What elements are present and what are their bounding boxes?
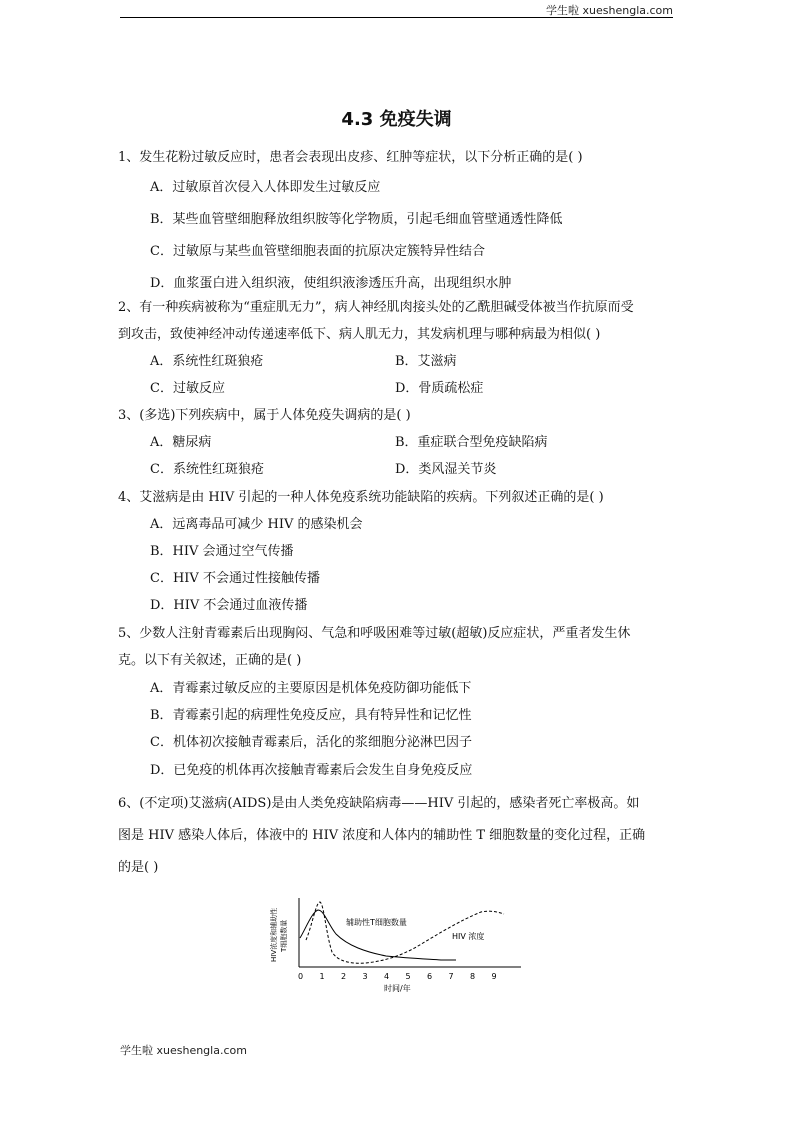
question-4-option-a: A．远离毒品可减少 HIV 的感染机会 [150,517,363,532]
figure-x-tick: 4 [384,972,390,981]
figure-x-tick: 3 [362,972,368,981]
question-5-option-b: B．青霉素引起的病理性免疫反应，具有特异性和记忆性 [150,708,472,723]
hiv-label: HIV 浓度 [452,932,485,941]
figure-ylabel-2: T细胞数量 [280,919,288,952]
question-3-stem: 3、(多选)下列疾病中，属于人体免疫失调病的是( ) [118,408,411,423]
question-3-option-b: B．重症联合型免疫缺陷病 [395,435,548,450]
figure-x-tick: 7 [448,972,454,981]
figure-x-tick: 9 [491,972,497,981]
t-cell-label: 辅助性T细胞数量 [346,918,407,927]
question-1-option-a: A．过敏原首次侵入人体即发生过敏反应 [150,180,381,195]
question-5-option-a: A．青霉素过敏反应的主要原因是机体免疫防御功能低下 [150,681,472,696]
question-2-option-d: D．骨质疏松症 [395,381,484,396]
question-3-option-c: C．系统性红斑狼疮 [150,462,264,477]
question-6-stem-line-2: 图是 HIV 感染人体后，体液中的 HIV 浓度和人体内的辅助性 T 细胞数量的变化过程，正确 [118,828,646,843]
question-2-option-c: C．过敏反应 [150,381,225,396]
question-1-option-b: B．某些血管壁细胞释放组织胺等化学物质，引起毛细血管壁通透性降低 [150,212,563,227]
figure-x-tick: 1 [319,972,325,981]
question-5-option-d: D．已免疫的机体再次接触青霉素后会发生自身免疫反应 [150,763,473,778]
figure-x-tick: 2 [341,972,347,981]
footer-site-name: 学生啦 xueshengla.com [120,1044,247,1057]
header-site-name: 学生啦 xueshengla.com [546,4,673,17]
question-5-stem-line-1: 5、少数人注射青霉素后出现胸闷、气急和呼吸困难等过敏(超敏)反应症状，严重者发生休 [118,626,631,641]
question-1-stem: 1、发生花粉过敏反应时，患者会表现出皮疹、红肿等症状，以下分析正确的是( ) [118,150,583,165]
question-4-option-c: C．HIV 不会通过性接触传播 [150,571,320,586]
question-5-stem-line-2: 克。以下有关叙述，正确的是( ) [118,653,302,668]
question-6-stem-line-3: 的是( ) [118,860,159,875]
figure-x-tick: 8 [470,972,476,981]
question-2-option-b: B．艾滋病 [395,354,457,369]
figure-x-tick: 5 [405,972,411,981]
figure-x-tick: 0 [298,972,304,981]
question-4-option-d: D．HIV 不会通过血液传播 [150,598,308,613]
question-2-option-a: A．系统性红斑狼疮 [150,354,264,369]
figure-xlabel: 时间/年 [384,984,411,993]
question-1-option-d: D．血浆蛋白进入组织液，使组织液渗透压升高，出现组织水肿 [150,276,512,291]
question-3-option-a: A．糖尿病 [150,435,212,450]
question-5-option-c: C．机体初次接触青霉素后，活化的浆细胞分泌淋巴因子 [150,735,472,750]
question-4-option-b: B．HIV 会通过空气传播 [150,544,294,559]
figure-ylabel-1: HIV浓度和辅助性 [270,907,278,962]
page-title: 4.3 免疫失调 [341,109,452,130]
figure-x-tick: 6 [427,972,433,981]
header-divider [120,17,673,18]
hiv-tcell-figure [266,890,526,1000]
question-4-stem: 4、艾滋病是由 HIV 引起的一种人体免疫系统功能缺陷的疾病。下列叙述正确的是( ) [118,490,604,505]
question-2-stem-line-2: 到攻击，致使神经冲动传递速率低下、病人肌无力，其发病机理与哪种病最为相似( ) [118,327,601,342]
question-1-option-c: C．过敏原与某些血管壁细胞表面的抗原决定簇特异性结合 [150,244,485,259]
question-6-stem-line-1: 6、(不定项)艾滋病(AIDS)是由人类免疫缺陷病毒——HIV 引起的，感染者死亡率极高。如 [118,796,640,811]
question-2-stem-line-1: 2、有一种疾病被称为“重症肌无力”，病人神经肌肉接头处的乙酰胆碱受体被当作抗原而受 [118,300,634,315]
question-3-option-d: D．类风湿关节炎 [395,462,497,477]
